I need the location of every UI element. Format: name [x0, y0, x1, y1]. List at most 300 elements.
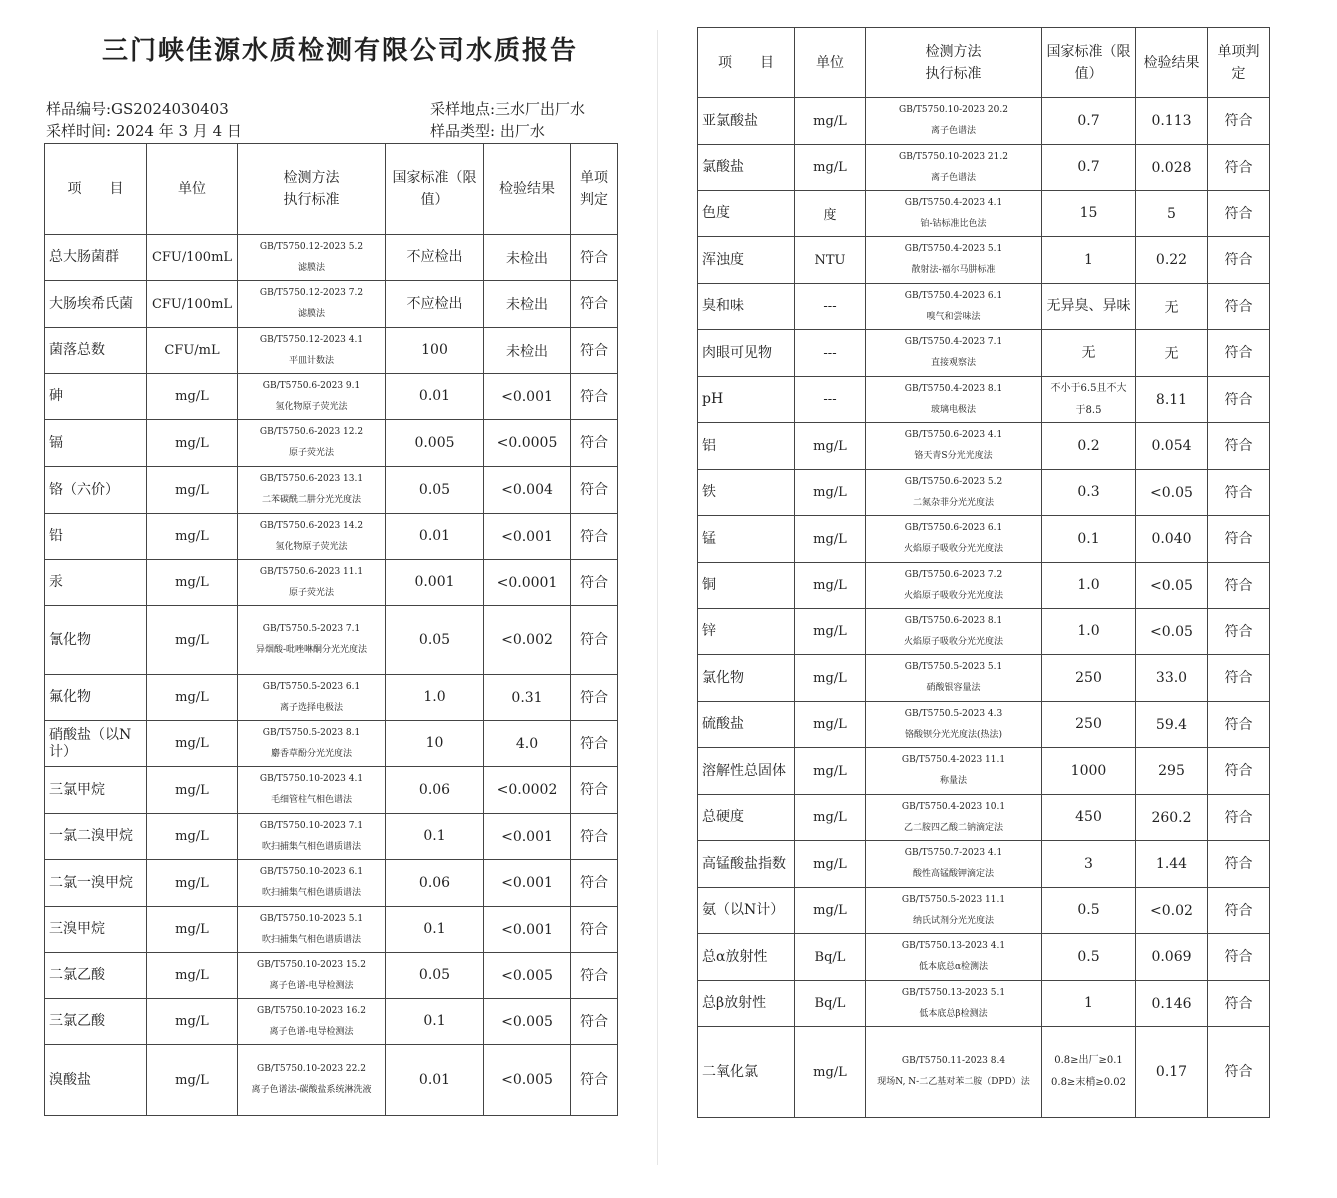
method-standard: GB/T5750.6-2023 12.2	[259, 427, 364, 437]
item-cell: pH	[698, 377, 795, 423]
verdict-cell: 符合	[1208, 655, 1270, 702]
method-standard: GB/T5750.10-2023 6.1	[259, 867, 364, 877]
verdict-cell: 符合	[571, 1045, 618, 1116]
method-cell	[238, 1045, 386, 1116]
table-row	[698, 377, 1270, 423]
table-row	[45, 606, 618, 675]
table-row	[45, 467, 618, 514]
item-cell: 一氯二溴甲烷	[45, 814, 147, 860]
method-cell	[238, 235, 386, 281]
item-cell: 二氯一溴甲烷	[45, 860, 147, 907]
method-standard: GB/T5750.6-2023 9.1	[262, 380, 361, 391]
verdict-cell: 符合	[1208, 284, 1270, 330]
method-standard: GB/T5750.6-2023 14.2	[259, 520, 364, 531]
item-cell: 铜	[698, 563, 795, 609]
method-standard: GB/T5750.5-2023 11.1	[901, 894, 1006, 905]
table-row	[698, 888, 1270, 934]
limit-cell: 0.05	[386, 953, 484, 999]
verdict-cell: 符合	[571, 860, 618, 907]
method-cell	[238, 514, 386, 560]
table-row	[45, 328, 618, 374]
table-row	[45, 1045, 618, 1116]
unit-cell: NTU	[795, 237, 866, 284]
table-row	[698, 98, 1270, 145]
table-row	[698, 237, 1270, 284]
item-cell: 铅	[45, 514, 147, 560]
results-table-right	[697, 27, 1270, 1118]
method-name: 称量法	[939, 776, 967, 786]
item-cell: 硫酸盐	[698, 702, 795, 748]
table-row	[698, 423, 1270, 470]
table-row	[45, 514, 618, 560]
verdict-cell: 符合	[1208, 841, 1270, 888]
method-name: 离子色谱法	[930, 126, 976, 136]
method-cell	[238, 814, 386, 860]
item-cell: 铬（六价）	[45, 467, 147, 514]
method-cell	[238, 328, 386, 374]
limit-cell: 0.005	[386, 420, 484, 467]
item-cell: 三溴甲烷	[45, 907, 147, 953]
method-cell	[866, 655, 1042, 702]
method-name: 离子选择电极法	[279, 702, 343, 713]
verdict-cell: 符合	[571, 281, 618, 328]
table-row	[45, 860, 618, 907]
method-standard: GB/T5750.6-2023 4.1	[904, 430, 1003, 440]
unit-cell: mg/L	[795, 841, 866, 888]
method-cell	[238, 953, 386, 999]
table-row	[698, 934, 1270, 981]
item-cell: 铁	[698, 470, 795, 516]
unit-cell: mg/L	[147, 1045, 238, 1116]
verdict-cell: 符合	[1208, 98, 1270, 145]
method-name: 散射法-福尔马肼标准	[911, 265, 996, 275]
verdict-cell: 符合	[571, 606, 618, 675]
method-name: 直接观察法	[930, 358, 976, 368]
method-cell	[866, 191, 1042, 237]
unit-cell: mg/L	[795, 98, 866, 145]
item-cell: 镉	[45, 420, 147, 467]
method-name: 氢化物原子荧光法	[275, 401, 348, 412]
method-standard: GB/T5750.4-2023 11.1	[901, 755, 1006, 765]
method-standard: GB/T5750.11-2023 8.4	[901, 1056, 1006, 1066]
method-cell	[866, 470, 1042, 516]
table-row	[45, 721, 618, 767]
item-cell: 溴酸盐	[45, 1045, 147, 1116]
method-standard: GB/T5750.6-2023 11.1	[259, 566, 364, 577]
verdict-cell: 符合	[1208, 795, 1270, 841]
item-cell: 氯酸盐	[698, 145, 795, 191]
unit-cell: mg/L	[795, 888, 866, 934]
method-standard: GB/T5750.10-2023 7.1	[259, 820, 364, 831]
header-limit: 国家标准（限值）	[1042, 28, 1136, 98]
unit-cell: mg/L	[795, 470, 866, 516]
verdict-cell: 符合	[571, 999, 618, 1045]
unit-cell: Bq/L	[795, 934, 866, 981]
result-cell: <0.001	[484, 814, 571, 860]
result-cell: 33.0	[1136, 655, 1208, 702]
method-name: 低本底总α检测法	[918, 962, 989, 972]
verdict-cell: 符合	[571, 675, 618, 721]
unit-cell: mg/L	[147, 675, 238, 721]
method-cell	[238, 721, 386, 767]
result-cell: <0.002	[484, 606, 571, 675]
limit-cell: 不应检出	[386, 281, 484, 328]
method-name: 铬酸钡分光光度法(热法)	[904, 729, 1003, 740]
method-cell	[238, 860, 386, 907]
method-cell	[866, 934, 1042, 981]
item-cell: 大肠埃希氏菌	[45, 281, 147, 328]
unit-cell: mg/L	[795, 516, 866, 563]
method-name: 平皿计数法	[288, 355, 334, 366]
verdict-cell: 符合	[1208, 981, 1270, 1027]
sample-type: 样品类型: 出厂水	[430, 122, 545, 140]
result-cell: 5	[1136, 191, 1208, 237]
limit-cell: 0.01	[386, 514, 484, 560]
header-verdict: 单项判定	[571, 144, 618, 235]
method-standard: GB/T5750.12-2023 7.2	[259, 288, 364, 298]
method-standard: GB/T5750.5-2023 6.1	[262, 681, 361, 692]
result-cell: <0.005	[484, 1045, 571, 1116]
result-cell: <0.001	[484, 514, 571, 560]
header-limit: 国家标准（限值）	[386, 144, 484, 235]
method-name: 火焰原子吸收分光光度法	[903, 636, 1003, 647]
unit-cell: mg/L	[795, 702, 866, 748]
unit-cell: mg/L	[147, 999, 238, 1045]
method-standard: GB/T5750.13-2023 4.1	[901, 941, 1006, 951]
method-name: 离子色谱法-碳酸盐系统淋洗液	[251, 1085, 372, 1095]
result-cell: 0.17	[1136, 1027, 1208, 1118]
result-cell: <0.005	[484, 953, 571, 999]
method-cell	[866, 1027, 1042, 1118]
table-row	[45, 235, 618, 281]
unit-cell: mg/L	[147, 467, 238, 514]
method-name: 铬天青S分光光度法	[914, 451, 993, 461]
table-row	[45, 999, 618, 1045]
method-cell	[866, 516, 1042, 563]
table-row	[45, 953, 618, 999]
limit-cell: 15	[1042, 191, 1136, 237]
verdict-cell: 符合	[1208, 191, 1270, 237]
method-cell	[866, 702, 1042, 748]
method-name: 玻璃电极法	[930, 404, 976, 415]
table-row	[45, 767, 618, 814]
item-cell: 氨（以N计）	[698, 888, 795, 934]
verdict-cell: 符合	[571, 721, 618, 767]
verdict-cell: 符合	[1208, 609, 1270, 655]
item-cell: 三氯甲烷	[45, 767, 147, 814]
unit-cell: mg/L	[795, 609, 866, 655]
method-name: 离子色谱-电导检测法	[269, 980, 354, 991]
method-name: 酸性高锰酸钾滴定法	[912, 869, 994, 879]
item-cell: 氰化物	[45, 606, 147, 675]
item-cell: 色度	[698, 191, 795, 237]
item-cell: 亚氯酸盐	[698, 98, 795, 145]
unit-cell: mg/L	[795, 145, 866, 191]
table-row	[698, 702, 1270, 748]
header-item: 项 目	[45, 144, 147, 235]
unit-cell: mg/L	[147, 420, 238, 467]
item-cell: 总β放射性	[698, 981, 795, 1027]
method-cell	[866, 888, 1042, 934]
result-cell: <0.02	[1136, 888, 1208, 934]
verdict-cell: 符合	[1208, 748, 1270, 795]
result-cell: <0.0005	[484, 420, 571, 467]
method-name: 乙二胺四乙酸二钠滴定法	[903, 822, 1003, 833]
unit-cell: ---	[795, 284, 866, 330]
method-name: 原子荧光法	[288, 448, 334, 458]
unit-cell: mg/L	[795, 748, 866, 795]
limit-cell: 不应检出	[386, 235, 484, 281]
method-cell	[238, 999, 386, 1045]
method-standard: GB/T5750.10-2023 20.2	[899, 105, 1008, 115]
verdict-cell: 符合	[1208, 888, 1270, 934]
result-cell: 0.069	[1136, 934, 1208, 981]
method-cell	[238, 560, 386, 606]
unit-cell: mg/L	[147, 560, 238, 606]
header-unit: 单位	[795, 28, 866, 98]
verdict-cell: 符合	[571, 328, 618, 374]
table-row	[45, 281, 618, 328]
result-cell: <0.05	[1136, 470, 1208, 516]
method-name: 毛细管柱气相色谱法	[270, 795, 352, 805]
method-cell	[866, 981, 1042, 1027]
result-cell: <0.001	[484, 907, 571, 953]
unit-cell: mg/L	[795, 655, 866, 702]
verdict-cell: 符合	[1208, 330, 1270, 377]
limit-cell: 100	[386, 328, 484, 374]
result-cell: 0.146	[1136, 981, 1208, 1027]
unit-cell: ---	[795, 330, 866, 377]
table-row	[698, 841, 1270, 888]
item-cell: 二氯乙酸	[45, 953, 147, 999]
method-standard: GB/T5750.4-2023 4.1	[904, 197, 1003, 208]
limit-cell: 0.06	[386, 767, 484, 814]
method-name: 滤膜法	[297, 262, 325, 273]
result-cell: 未检出	[484, 328, 571, 374]
item-cell: 氯化物	[698, 655, 795, 702]
table-row	[698, 563, 1270, 609]
result-cell: 0.028	[1136, 145, 1208, 191]
method-cell	[238, 420, 386, 467]
result-cell: 0.113	[1136, 98, 1208, 145]
unit-cell: CFU/mL	[147, 328, 238, 374]
method-standard: GB/T5750.12-2023 4.1	[259, 334, 364, 345]
header-method: 检测方法 执行标准	[238, 144, 386, 235]
limit-cell: 250	[1042, 655, 1136, 702]
limit-cell: 0.5	[1042, 934, 1136, 981]
table-row	[698, 191, 1270, 237]
verdict-cell: 符合	[571, 767, 618, 814]
item-cell: 氟化物	[45, 675, 147, 721]
method-standard: GB/T5750.5-2023 4.3	[904, 708, 1003, 719]
item-cell: 锰	[698, 516, 795, 563]
method-cell	[866, 748, 1042, 795]
sample-time: 采样时间: 2024 年 3 月 4 日	[46, 122, 242, 140]
method-cell	[866, 377, 1042, 423]
method-standard: GB/T5750.6-2023 7.2	[904, 569, 1003, 580]
result-cell: 0.040	[1136, 516, 1208, 563]
method-standard: GB/T5750.6-2023 8.1	[904, 615, 1003, 626]
item-cell: 锌	[698, 609, 795, 655]
result-cell: 未检出	[484, 281, 571, 328]
method-standard: GB/T5750.10-2023 21.2	[899, 151, 1008, 162]
unit-cell: mg/L	[147, 814, 238, 860]
limit-cell: 0.06	[386, 860, 484, 907]
method-standard: GB/T5750.10-2023 22.2	[257, 1064, 366, 1074]
unit-cell: Bq/L	[795, 981, 866, 1027]
table-row	[45, 907, 618, 953]
table-row	[698, 748, 1270, 795]
limit-cell: 0.1	[386, 907, 484, 953]
method-name: 氢化物原子荧光法	[275, 541, 348, 552]
method-name: 二苯碳酰二肼分光光度法	[261, 495, 361, 505]
table-row	[698, 655, 1270, 702]
method-name: 吹扫捕集气相色谱质谱法	[261, 841, 361, 852]
method-name: 嗅气和尝味法	[926, 311, 981, 322]
limit-cell: 0.01	[386, 1045, 484, 1116]
method-name: 离子色谱-电导检测法	[269, 1026, 354, 1037]
verdict-cell: 符合	[571, 907, 618, 953]
item-cell: 溶解性总固体	[698, 748, 795, 795]
unit-cell: mg/L	[147, 606, 238, 675]
page-divider	[657, 30, 658, 1165]
limit-cell: 1000	[1042, 748, 1136, 795]
table-row	[45, 814, 618, 860]
result-cell: 0.31	[484, 675, 571, 721]
sample-number: 样品编号:GS2024030403	[46, 100, 229, 118]
result-cell: 未检出	[484, 235, 571, 281]
method-standard: GB/T5750.10-2023 15.2	[257, 959, 366, 970]
limit-cell: 1.0	[386, 675, 484, 721]
sample-location: 采样地点:三水厂出厂水	[430, 100, 586, 118]
method-standard: GB/T5750.6-2023 13.1	[259, 474, 364, 484]
header-unit: 单位	[147, 144, 238, 235]
table-row	[45, 420, 618, 467]
unit-cell: mg/L	[147, 721, 238, 767]
method-standard: GB/T5750.10-2023 5.1	[259, 913, 364, 924]
method-name: 硝酸银容量法	[926, 683, 981, 693]
method-standard: GB/T5750.4-2023 10.1	[901, 801, 1006, 812]
method-cell	[866, 841, 1042, 888]
item-cell: 三氯乙酸	[45, 999, 147, 1045]
method-standard: GB/T5750.10-2023 16.2	[257, 1005, 366, 1016]
unit-cell: CFU/100mL	[147, 235, 238, 281]
method-standard: GB/T5750.4-2023 7.1	[904, 337, 1003, 347]
method-name: 铂-钴标准比色法	[920, 218, 987, 229]
unit-cell: mg/L	[795, 795, 866, 841]
verdict-cell: 符合	[571, 374, 618, 420]
result-cell: 4.0	[484, 721, 571, 767]
method-cell	[238, 675, 386, 721]
limit-cell: 0.001	[386, 560, 484, 606]
method-cell	[866, 563, 1042, 609]
method-name: 吹扫捕集气相色谱质谱法	[261, 888, 361, 898]
limit-cell: 250	[1042, 702, 1136, 748]
result-cell: 无	[1136, 284, 1208, 330]
header-result: 检验结果	[1136, 28, 1208, 98]
limit-cell: 3	[1042, 841, 1136, 888]
header-result: 检验结果	[484, 144, 571, 235]
table-row	[698, 470, 1270, 516]
verdict-cell: 符合	[571, 467, 618, 514]
result-cell: <0.001	[484, 374, 571, 420]
method-name: 原子荧光法	[288, 587, 334, 598]
method-cell	[866, 330, 1042, 377]
limit-cell: 0.3	[1042, 470, 1136, 516]
limit-cell: 无异臭、异味	[1042, 284, 1136, 330]
method-name: 吹扫捕集气相色谱质谱法	[261, 934, 361, 945]
table-row	[45, 374, 618, 420]
method-name: 异烟酸-吡唑啉酮分光光度法	[255, 645, 368, 655]
limit-cell: 0.1	[386, 814, 484, 860]
unit-cell: CFU/100mL	[147, 281, 238, 328]
verdict-cell: 符合	[1208, 516, 1270, 563]
limit-cell: 0.01	[386, 374, 484, 420]
method-cell	[866, 423, 1042, 470]
limit-cell: 0.05	[386, 606, 484, 675]
limit-cell: 1	[1042, 237, 1136, 284]
method-name: 纳氏试剂分光光度法	[912, 915, 994, 926]
verdict-cell: 符合	[1208, 145, 1270, 191]
method-cell	[866, 609, 1042, 655]
method-cell	[238, 281, 386, 328]
method-standard: GB/T5750.10-2023 4.1	[259, 774, 364, 784]
table-row	[698, 145, 1270, 191]
unit-cell: mg/L	[147, 860, 238, 907]
unit-cell: mg/L	[795, 423, 866, 470]
method-cell	[866, 284, 1042, 330]
method-standard: GB/T5750.12-2023 5.2	[259, 241, 364, 252]
method-cell	[866, 145, 1042, 191]
verdict-cell: 符合	[1208, 423, 1270, 470]
unit-cell: 度	[795, 191, 866, 237]
verdict-cell: 符合	[571, 953, 618, 999]
item-cell: 浑浊度	[698, 237, 795, 284]
method-cell	[866, 237, 1042, 284]
limit-cell: 不小于6.5且不大于8.5	[1042, 377, 1136, 423]
method-cell	[238, 767, 386, 814]
method-cell	[238, 374, 386, 420]
limit-cell: 0.7	[1042, 98, 1136, 145]
item-cell: 臭和味	[698, 284, 795, 330]
method-standard: GB/T5750.13-2023 5.1	[901, 987, 1006, 998]
method-name: 火焰原子吸收分光光度法	[903, 544, 1003, 554]
item-cell: 二氧化氯	[698, 1027, 795, 1118]
verdict-cell: 符合	[1208, 470, 1270, 516]
item-cell: 总大肠菌群	[45, 235, 147, 281]
limit-cell: 0.5	[1042, 888, 1136, 934]
item-cell: 硝酸盐（以N计）	[45, 721, 147, 767]
item-cell: 总硬度	[698, 795, 795, 841]
unit-cell: mg/L	[795, 563, 866, 609]
method-standard: GB/T5750.7-2023 4.1	[904, 848, 1003, 858]
verdict-cell: 符合	[571, 235, 618, 281]
unit-cell: ---	[795, 377, 866, 423]
method-cell	[238, 907, 386, 953]
verdict-cell: 符合	[1208, 563, 1270, 609]
result-cell: <0.0001	[484, 560, 571, 606]
header-method: 检测方法 执行标准	[866, 28, 1042, 98]
method-standard: GB/T5750.6-2023 6.1	[904, 523, 1003, 533]
result-cell: 无	[1136, 330, 1208, 377]
table-row	[698, 516, 1270, 563]
table-row	[698, 330, 1270, 377]
method-name: 麝香草酚分光光度法	[270, 748, 352, 759]
table-row	[45, 675, 618, 721]
method-standard: GB/T5750.4-2023 8.1	[904, 383, 1003, 394]
header-item: 项 目	[698, 28, 795, 98]
item-cell: 总α放射性	[698, 934, 795, 981]
